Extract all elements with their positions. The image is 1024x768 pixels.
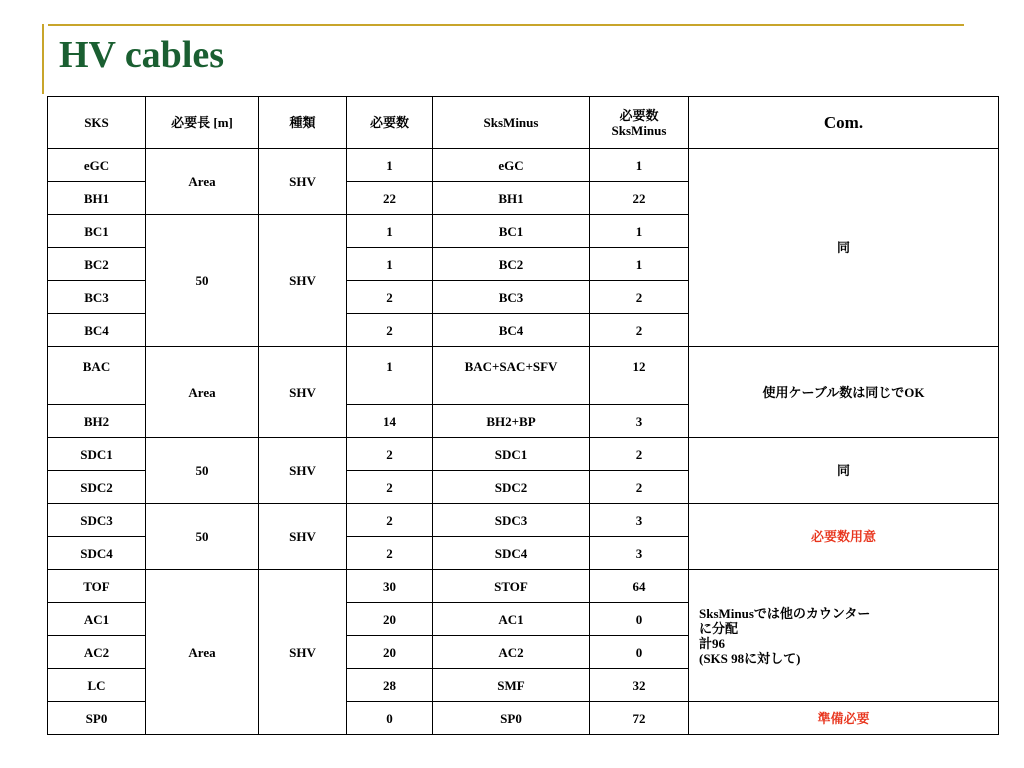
cell-count-sksminus: 0 [590, 636, 689, 669]
cell-sksminus: BC3 [433, 281, 590, 314]
cell-sks: SDC3 [48, 504, 146, 537]
table-row [48, 570, 999, 603]
cell-count-sksminus: 3 [590, 504, 689, 537]
cell-sksminus: SDC1 [433, 438, 590, 471]
cell-sksminus: BAC+SAC+SFV [433, 347, 590, 405]
cell-sks: SDC1 [48, 438, 146, 471]
cell-sks: AC1 [48, 603, 146, 636]
cell-count-sksminus: 1 [590, 215, 689, 248]
comment-counter-line: 計96 [699, 635, 726, 651]
cell-count: 2 [347, 537, 433, 570]
cell-length: 50 [146, 504, 259, 570]
cell-length: Area [146, 149, 259, 215]
cell-sks: BC3 [48, 281, 146, 314]
cell-count: 1 [347, 248, 433, 281]
cell-type: SHV [259, 570, 347, 735]
cell-count: 28 [347, 669, 433, 702]
comment-counter-line: (SKS 98に対して) [699, 650, 801, 666]
comment-counter-line: に分配 [699, 620, 739, 636]
cell-sks: SDC2 [48, 471, 146, 504]
cell-length: Area [146, 570, 259, 735]
comment-counter-line: SksMinusでは他のカウンター [699, 605, 871, 621]
cell-count-sksminus: 1 [590, 248, 689, 281]
cell-count: 30 [347, 570, 433, 603]
cell-sksminus: BC1 [433, 215, 590, 248]
cell-type: SHV [259, 149, 347, 215]
header-sks: SKS [48, 97, 146, 149]
cell-count: 2 [347, 504, 433, 537]
table-row [48, 347, 999, 405]
cell-count: 20 [347, 636, 433, 669]
header-length: 必要長 [m] [146, 97, 259, 149]
comment-counter-distribution [689, 570, 999, 702]
cell-count: 2 [347, 281, 433, 314]
cell-sks: eGC [48, 149, 146, 182]
cell-sks: SP0 [48, 702, 146, 735]
cell-count: 20 [347, 603, 433, 636]
cell-count: 14 [347, 405, 433, 438]
cell-sks: TOF [48, 570, 146, 603]
cell-count: 2 [347, 471, 433, 504]
table-row [48, 438, 999, 471]
cell-sksminus: STOF [433, 570, 590, 603]
title-accent-bar [42, 24, 44, 94]
table-row [48, 149, 999, 182]
cell-type: SHV [259, 438, 347, 504]
cell-sks: BH1 [48, 182, 146, 215]
cell-count-sksminus: 64 [590, 570, 689, 603]
cell-count-sksminus: 22 [590, 182, 689, 215]
table-row [48, 504, 999, 537]
header-count-sksminus-line2: SksMinus [611, 122, 667, 138]
hv-cables-table [47, 96, 999, 735]
header-comment: Com. [689, 97, 999, 149]
cell-count: 2 [347, 438, 433, 471]
cell-type: SHV [259, 215, 347, 347]
comment-same-1: 同 [689, 149, 999, 347]
cell-count: 1 [347, 215, 433, 248]
header-type: 種類 [259, 97, 347, 149]
cell-count: 0 [347, 702, 433, 735]
header-count-sksminus [590, 97, 689, 149]
cell-sks: BH2 [48, 405, 146, 438]
cell-count-sksminus: 72 [590, 702, 689, 735]
cell-type: SHV [259, 504, 347, 570]
cell-sks: BAC [48, 347, 146, 405]
comment-same-cable-count: 使用ケーブル数は同じでOK [689, 347, 999, 438]
cell-sks: BC4 [48, 314, 146, 347]
cell-type: SHV [259, 347, 347, 438]
cell-count-sksminus: 2 [590, 438, 689, 471]
cell-sksminus: AC2 [433, 636, 590, 669]
cell-count-sksminus: 32 [590, 669, 689, 702]
cell-sksminus: SDC3 [433, 504, 590, 537]
cell-sks: SDC4 [48, 537, 146, 570]
header-count: 必要数 [347, 97, 433, 149]
cell-sks: LC [48, 669, 146, 702]
cell-sksminus: eGC [433, 149, 590, 182]
cell-sks: AC2 [48, 636, 146, 669]
cell-sksminus: SDC2 [433, 471, 590, 504]
table-header-row [48, 97, 999, 149]
cell-count: 1 [347, 347, 433, 405]
comment-same-2: 同 [689, 438, 999, 504]
cell-sks: BC2 [48, 248, 146, 281]
cell-count-sksminus: 2 [590, 314, 689, 347]
cell-sksminus: SP0 [433, 702, 590, 735]
comment-preparation-needed: 準備必要 [689, 702, 999, 735]
cell-count-sksminus: 3 [590, 537, 689, 570]
cell-count: 22 [347, 182, 433, 215]
cell-count-sksminus: 12 [590, 347, 689, 405]
cell-sksminus: SDC4 [433, 537, 590, 570]
cell-count-sksminus: 3 [590, 405, 689, 438]
cell-count: 2 [347, 314, 433, 347]
cell-sksminus: BC4 [433, 314, 590, 347]
cell-length: 50 [146, 438, 259, 504]
title-accent-line [48, 24, 964, 26]
slide-title: HV cables [59, 34, 225, 76]
cell-sksminus: BH2+BP [433, 405, 590, 438]
cell-count-sksminus: 2 [590, 281, 689, 314]
cell-length: Area [146, 347, 259, 438]
cell-length: 50 [146, 215, 259, 347]
cell-count: 1 [347, 149, 433, 182]
cell-sksminus: AC1 [433, 603, 590, 636]
cell-count-sksminus: 1 [590, 149, 689, 182]
cell-count-sksminus: 2 [590, 471, 689, 504]
cell-sksminus: BC2 [433, 248, 590, 281]
comment-prepare-count: 必要数用意 [689, 504, 999, 570]
cell-sksminus: SMF [433, 669, 590, 702]
header-count-sksminus-line1: 必要数 [619, 107, 659, 123]
header-sksminus: SksMinus [433, 97, 590, 149]
cell-sksminus: BH1 [433, 182, 590, 215]
cell-sks: BC1 [48, 215, 146, 248]
cell-count-sksminus: 0 [590, 603, 689, 636]
